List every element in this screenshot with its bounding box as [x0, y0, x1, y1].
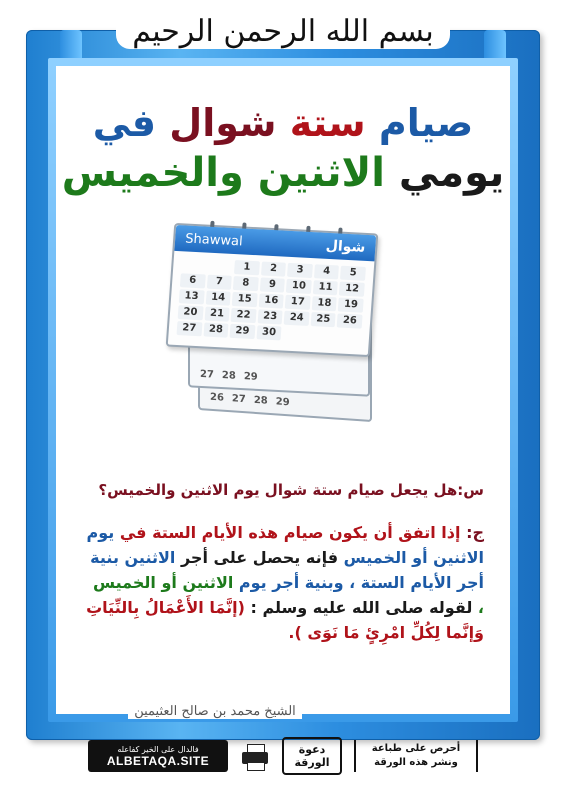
calendar-page-number: 28: [221, 370, 236, 382]
calendar-day: 8: [233, 276, 259, 291]
calendar-day: 9: [260, 277, 286, 292]
hadith-quote: (إنَّمَا الأَعْمَالُ بِالنِّيَاتِ وَإنَّما لِكُلِّ امْرِئٍ مَا نَوَى ).: [86, 598, 484, 642]
answer-label: ج:: [466, 523, 484, 542]
dawat-alwaraqa-logo: دعوة الورقة: [282, 737, 342, 775]
printer-icon: [240, 742, 270, 770]
title-word: شوال: [169, 101, 277, 145]
calendar-page-number: 29: [275, 396, 290, 409]
answer-segment: الاثنين بنية أجر الأيام الستة ، وبنية أجر يوم: [90, 548, 484, 592]
calendar-day: 16: [258, 293, 284, 308]
calendar-day: 26: [337, 313, 363, 328]
calendar-blank-cell: [208, 259, 234, 274]
answer-segment: يوم الاثنين أو الخميس: [86, 523, 484, 567]
calendar-page-number: 29: [243, 371, 258, 383]
calendar-day: 5: [340, 266, 366, 281]
calendar-day: 13: [179, 289, 205, 304]
calendar-day: 11: [313, 280, 339, 295]
calendar-day: 17: [285, 295, 311, 310]
calendar-front-page: [166, 223, 379, 357]
calendar-day: 7: [206, 275, 232, 290]
answer-segment: لقوله صلى الله عليه وسلم :: [250, 598, 473, 617]
calendar-day: 25: [310, 312, 336, 327]
calendar-day: 6: [180, 273, 206, 288]
calendar-day: 10: [286, 279, 312, 294]
calendar-month-ar: شوال: [325, 237, 366, 256]
calendar-day: 3: [287, 263, 313, 278]
answer-text: [84, 520, 484, 645]
answer-segment: الاثنين أو الخميس ،: [93, 573, 484, 617]
site-url[interactable]: ALBETAQA.SITE: [106, 753, 210, 768]
calendar-day: 19: [338, 298, 364, 313]
calendar-day: 30: [256, 325, 282, 340]
calendar-day: 29: [230, 324, 256, 339]
calendar-day: 12: [339, 282, 365, 297]
title-line-1: [56, 100, 510, 146]
calendar-illustration: [170, 228, 390, 428]
calendar-day: 4: [314, 264, 340, 279]
title-word: يومي: [398, 150, 505, 196]
calendar-page-number: 27: [231, 393, 246, 406]
calendar-day: 23: [257, 309, 283, 324]
author-attribution: الشيخ محمد بن صالح العثيمين: [90, 704, 340, 719]
question-text: س:هل يجعل صيام ستة شوال يوم الاثنين والخميس؟: [98, 481, 484, 499]
calendar-day: 2: [261, 261, 287, 276]
calendar-day: 14: [205, 291, 231, 306]
calendar-middle-page-numbers: [200, 369, 358, 388]
calendar-day-grid: [177, 257, 366, 344]
title-word: الاثنين والخميس: [61, 150, 385, 196]
calendar-page-number: 27: [200, 368, 214, 381]
calendar-blank-cell: [181, 257, 207, 272]
title-word: ستة: [289, 101, 366, 145]
calendar-day: 27: [177, 321, 203, 336]
site-tagline: فالدال على الخير كفاعله: [117, 744, 199, 754]
answer-segment: فإنه يحصل على أجر: [180, 548, 339, 567]
calendar-day: 28: [203, 322, 229, 337]
site-badge[interactable]: [88, 740, 228, 772]
calendar-day: 21: [204, 306, 230, 321]
calendar-page-number: 28: [253, 394, 268, 407]
title-word: في: [92, 101, 157, 145]
title-line-2: [56, 148, 510, 198]
title-word: صيام: [378, 101, 474, 145]
print-slogan: أحرص على طباعة ونشر هذه الورقة: [354, 740, 478, 772]
calendar-page-number: 26: [210, 391, 224, 404]
basmala-calligraphy: بسم الله الرحمن الرحيم: [0, 14, 566, 49]
calendar-day: 24: [284, 311, 310, 326]
footer: [88, 738, 478, 774]
calendar-day: 20: [178, 305, 204, 320]
calendar-day: 22: [231, 308, 257, 323]
calendar-month-en: Shawwal: [184, 230, 244, 249]
calendar-day: 18: [312, 296, 338, 311]
answer-segment: إذا اتفق أن يكون صيام هذه الأيام الستة في: [119, 523, 461, 542]
calendar-day: 15: [232, 292, 258, 307]
calendar-day: 1: [234, 260, 260, 275]
